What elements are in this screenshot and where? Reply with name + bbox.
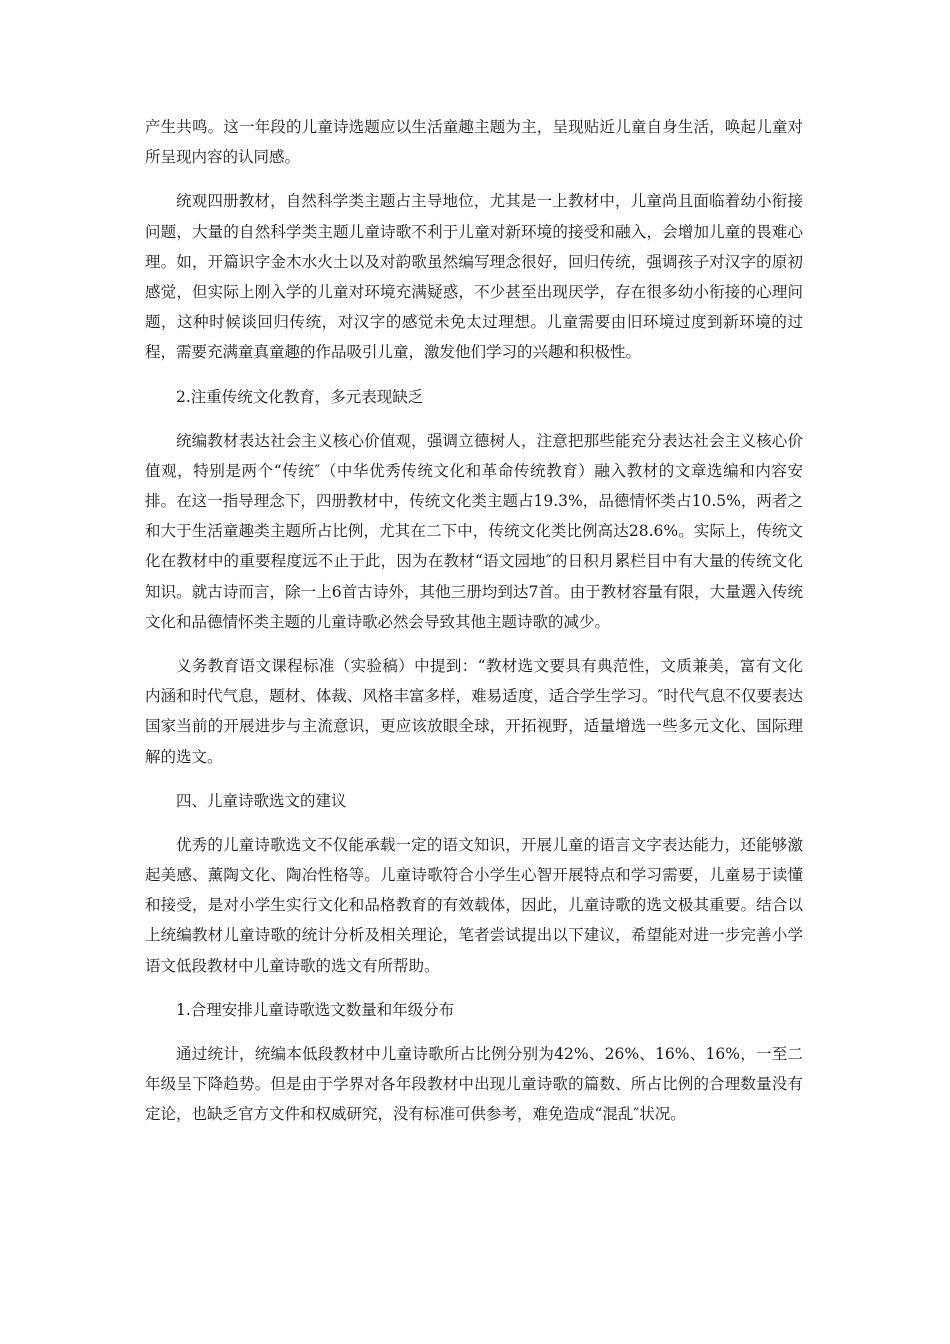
- paragraph-1: 产生共鸣。这一年段的儿童诗选题应以生活童趣主题为主，呈现贴近儿童自身生活，唤起儿童对所呈现内容的认同感。: [145, 118, 803, 167]
- section-heading-4: 四、儿童诗歌选文的建议: [176, 791, 347, 810]
- paragraph-6: 通过统计，统编本低段教材中儿童诗歌所占比例分别为42%、26%、16%、16%，一至二年级呈下降趋势。但是由于学界对各年段教材中出现儿童诗歌的篇数、所占比例的合理数量没有定论，也缺乏官方文件和权威研究，没有标准可供参考，难免造成“混乱″状况。: [145, 1044, 803, 1124]
- paragraph-3: 统编教材表达社会主义核心价值观，强调立德树人，注意把那些能充分表达社会主义核心价值观，特别是两个“传统″（中华优秀传统文化和革命传统教育）融入教材的文章选编和内容安排。在这一指导理念下，四册教材中，传统文化类主题占19.3%，品德情怀类占10.5%，两者之和大于生活童趣类主题所占比例，尤其在二下中，传统文化类比例高达28.6%。实际上，传统文化在教材中的重要程度远不止于此，因为在教材“语文园地″的日积月累栏目中有大量的传统文化知识。就古诗而言，除一上6首古诗外，其他三册均到达7首。由于教材容量有限，大量選入传统文化和品德情怀类主题的儿童诗歌必然会导致其他主题诗歌的减少。: [145, 431, 803, 631]
- section-heading-1: 1.合理安排儿童诗歌选文数量和年级分布: [176, 1000, 455, 1019]
- paragraph-5: 优秀的儿童诗歌选文不仅能承载一定的语文知识，开展儿童的语言文字表达能力，还能够激起美感、薰陶文化、陶冶性格等。儿童诗歌符合小学生心智开展特点和学习需要，儿童易于读懂和接受，是对小学生实行文化和品格教育的有效载体，因此，儿童诗歌的选文极其重要。结合以上统编教材儿童诗歌的统计分析及相关理论，笔者尝试提出以下建议，希望能对进一步完善小学语文低段教材中儿童诗歌的选文有所帮助。: [145, 835, 803, 975]
- document-page: [145, 112, 803, 1143]
- paragraph-4: 义务教育语文课程标准（实验稿）中提到：“教材选文要具有典范性，文质兼美，富有文化内涵和时代气息，题材、体裁、风格丰富多样，难易适度，适合学生学习。″时代气息不仅要表达国家当前的开展进步与主流意识，更应该放眼全球，开拓视野，适量增选一些多元文化、国际理解的选文。: [145, 657, 803, 766]
- paragraph-2: 统观四册教材，自然科学类主题占主导地位，尤其是一上教材中，儿童尚且面临着幼小衔接问题，大量的自然科学类主题儿童诗歌不利于儿童对新环境的接受和融入，会增加儿童的畏难心理。如，开篇识字金木水火土以及对韵歌虽然编写理念很好，回归传统，强调孩子对汉字的原初感觉，但实际上刚入学的儿童对环境充满疑惑，不少甚至出现厌学，存在很多幼小衔接的心理问题，这种时候谈回归传统，对汉字的感觉未免太过理想。儿童需要由旧环境过度到新环境的过程，需要充满童真童趣的作品吸引儿童，激发他们学习的兴趣和积极性。: [145, 192, 803, 362]
- section-heading-2: 2.注重传统文化教育，多元表现缺乏: [176, 387, 424, 406]
